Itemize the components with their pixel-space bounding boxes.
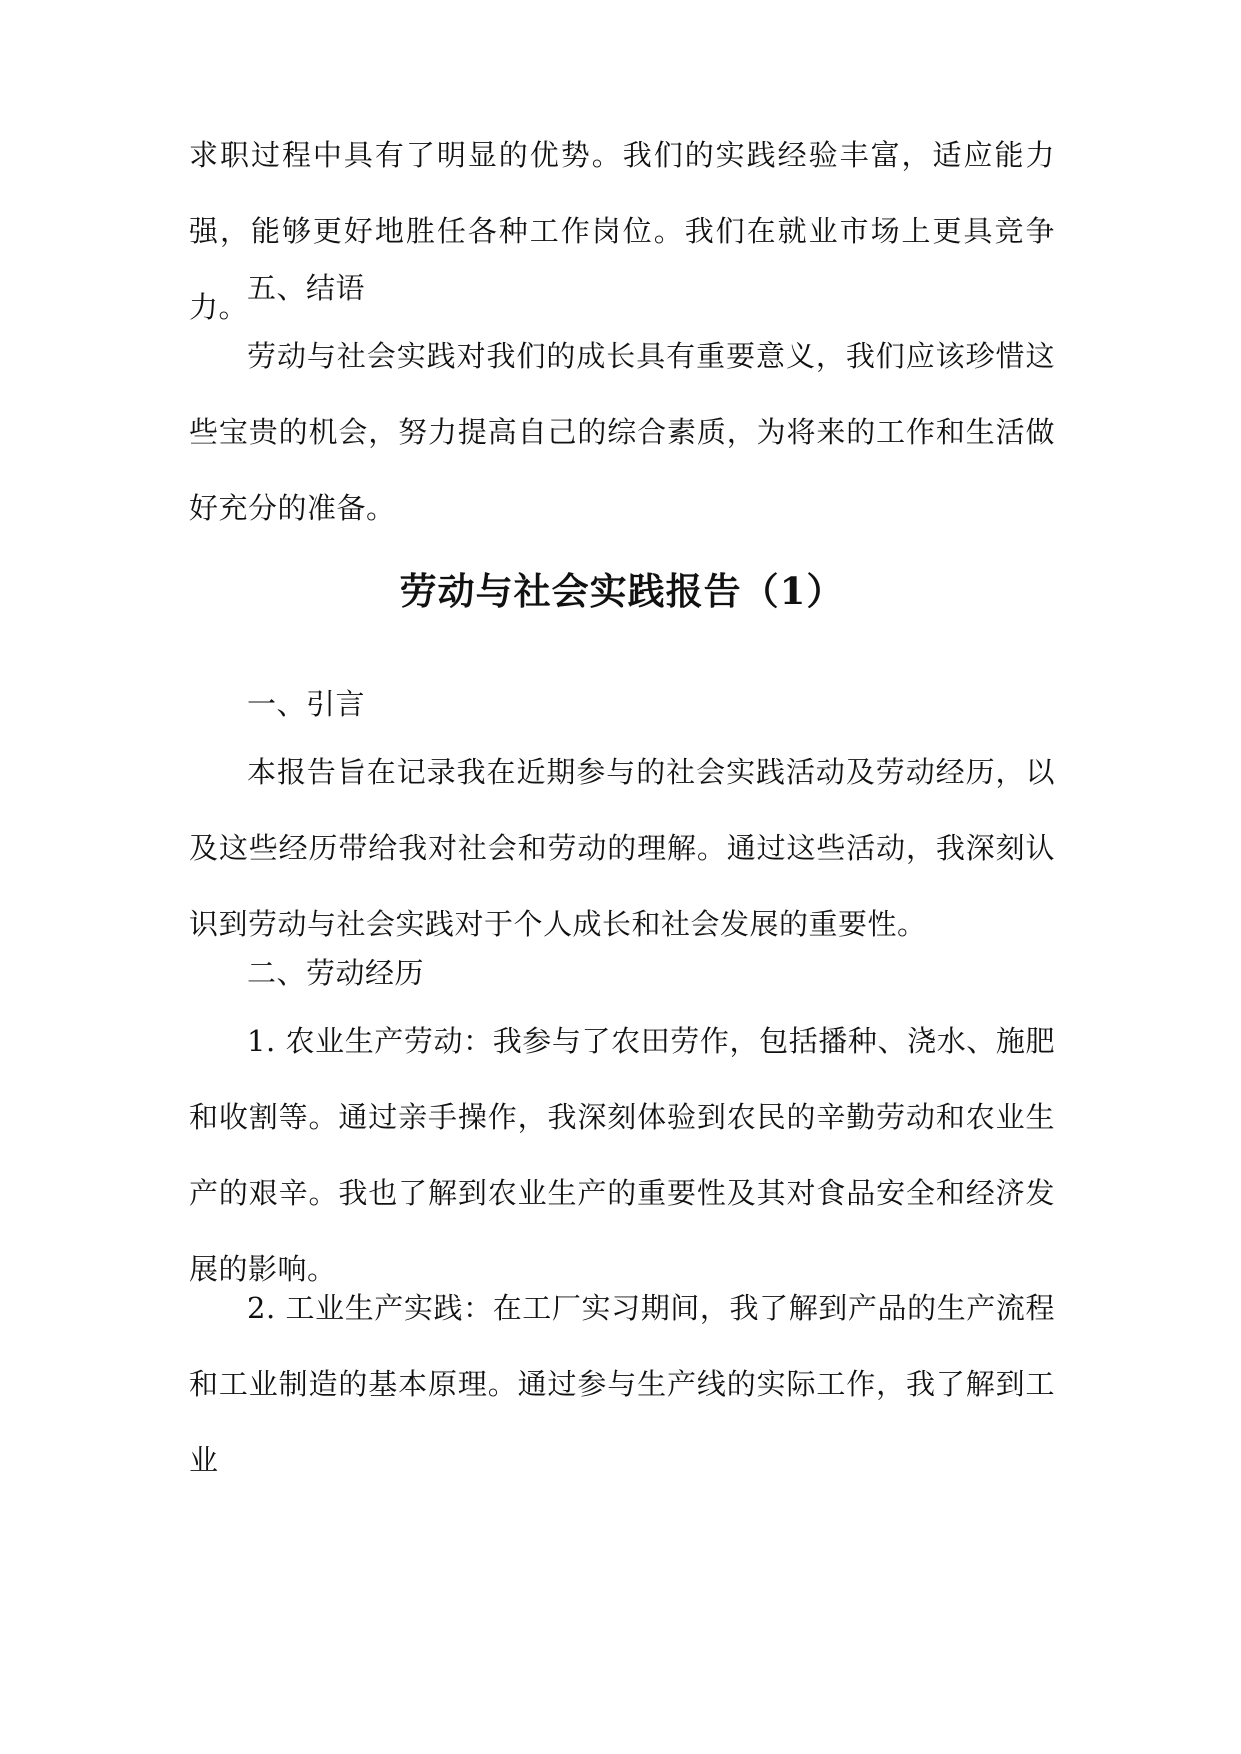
section-heading-intro: 一、引言 xyxy=(247,687,366,721)
paragraph-conclusion: 劳动与社会实践对我们的成长具有重要意义，我们应该珍惜这些宝贵的机会，努力提高自己的综合素质，为将来的工作和生活做好充分的准备。 xyxy=(189,339,1055,525)
report-title: 劳动与社会实践报告（1） xyxy=(399,569,845,613)
paragraph-continuation: 求职过程中具有了明显的优势。我们的实践经验丰富，适应能力强，能够更好地胜任各种工作岗位。我们在就业市场上更具竞争力。 xyxy=(189,138,1055,324)
section-heading-conclusion: 五、结语 xyxy=(247,271,366,305)
paragraph-intro: 本报告旨在记录我在近期参与的社会实践活动及劳动经历，以及这些经历带给我对社会和劳动的理解。通过这些活动，我深刻认识到劳动与社会实践对于个人成长和社会发展的重要性。 xyxy=(189,755,1055,941)
list-item-agriculture: 1. 农业生产劳动：我参与了农田劳作，包括播种、浇水、施肥和收割等。通过亲手操作，我深刻体验到农民的辛勤劳动和农业生产的艰辛。我也了解到农业生产的重要性及其对食品安全和经济发展的影响。 xyxy=(189,1024,1055,1286)
section-heading-labor: 二、劳动经历 xyxy=(247,956,425,990)
list-item-industry: 2. 工业生产实践：在工厂实习期间，我了解到产品的生产流程和工业制造的基本原理。通过参与生产线的实际工作，我了解到工业 xyxy=(189,1291,1055,1477)
